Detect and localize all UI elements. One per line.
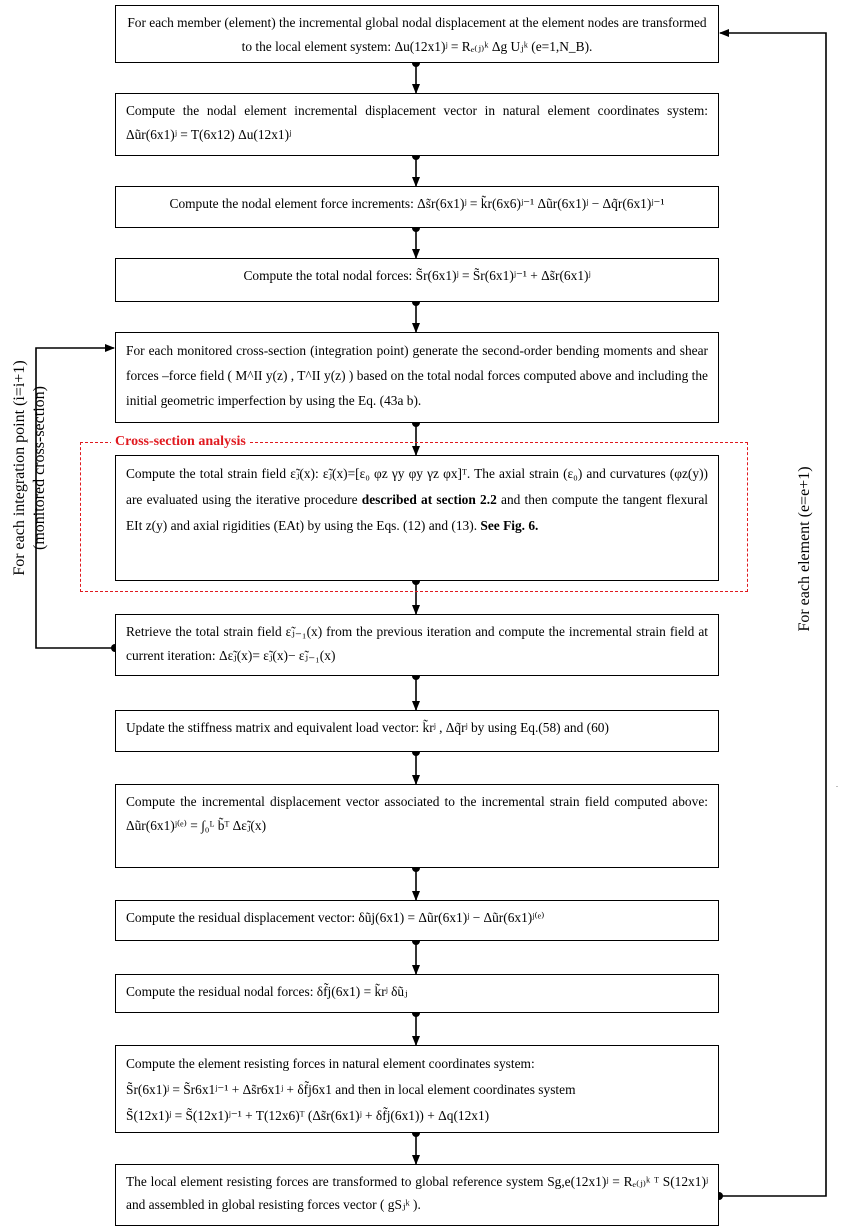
step-description: The local element resisting forces are transformed to global reference system — [126, 1174, 548, 1189]
step-formula-local: S̃(12x1)ʲ = S̃(12x1)ʲ⁻¹ + T(12x6)ᵀ (Δs̃r(6x1)ʲ + δf̃j(6x1)) + Δq(12x1) — [126, 1108, 490, 1123]
step-description: Compute the total nodal forces: — [243, 268, 416, 283]
step-text — [126, 1170, 708, 1216]
step-monitored-cross-section — [115, 332, 719, 423]
step-formula: S̃r(6x1)ʲ = S̃r(6x1)ʲ⁻¹ + Δs̃r(6x1)ʲ — [415, 268, 591, 283]
step-formula: Δs̃r(6x1)ʲ = k̃r(6x6)ʲ⁻¹ Δũr(6x1)ʲ − Δq̃r(6x1)ʲ⁻¹ — [417, 196, 665, 211]
step-description: Compute the residual displacement vector: — [126, 910, 359, 925]
step-description: Compute the nodal element incremental displacement vector in natural element coordinates system: — [126, 103, 708, 118]
step-residual-nodal-forces — [115, 974, 719, 1013]
step-description-continued: and then compute the tangent flexural EIt z(y) and axial rigidities (EAt) by using the Eqs. (12) and (13). — [126, 492, 709, 533]
step-force-increments — [115, 186, 719, 228]
step-description: Compute the element resisting forces in natural element coordinates system: — [126, 1056, 535, 1071]
step-formula: Sg,e(12x1)ʲ = Rₑ₍ⱼ₎ᵏ ᵀ S(12x1)ʲ — [547, 1174, 708, 1189]
step-formula: δũj(6x1) = Δũr(6x1)ʲ − Δũr(6x1)ʲ⁽ᵉ⁾ — [358, 910, 545, 925]
step-update-stiffness — [115, 710, 719, 752]
step-total-strain-field — [115, 455, 719, 581]
step-description-continued: by using Eq.(58) and (60) — [467, 720, 609, 735]
step-description: Update the stiffness matrix and equivalent load vector: — [126, 720, 423, 735]
step-formula: Δu(12x1)ʲ = Rₑ₍ⱼ₎ᵏ Δg Uⱼᵏ (e=1,N_B). — [394, 39, 593, 54]
step-text — [126, 980, 708, 1003]
loop-label-line-1: For each integration point (i=i+1) — [11, 360, 28, 576]
step-formula: k̃rʲ , Δq̃rʲ — [422, 720, 468, 735]
step-formula: S̃r(6x1)ʲ = S̃r6x1ʲ⁻¹ + Δs̃r6x1ʲ + δf̃j6x1 — [126, 1082, 332, 1097]
step-text — [126, 620, 708, 668]
step-description: Retrieve the total strain field ε̃ⱼ₋₁(x) from the previous iteration and compute the incremental strain field at current iteration: — [126, 624, 708, 663]
step-text — [126, 11, 708, 59]
step-formula: Δε̃ⱼ(x)= ε̃ⱼ(x)− ε̃ⱼ₋₁(x) — [218, 648, 336, 663]
step-description: Compute the incremental displacement vector associated to the incremental strain field computed above: — [126, 794, 708, 809]
figure-reference: See Fig. 6. — [480, 518, 539, 533]
step-total-nodal-forces — [115, 258, 719, 302]
integration-point-loop-label — [10, 318, 54, 618]
step-element-resisting-forces — [115, 1045, 719, 1133]
step-description: For each monitored cross-section (integration point) generate the second-order bending moments and shear forces –force field ( M^II y(z) , T^II y(z) ) based on the total nodal forces computed above and including the initial geometric imperfection by using the Eq. (43a b). — [126, 343, 708, 408]
step-formula: Δũr(6x1)ʲ⁽ᵉ⁾ = ∫₀ᴸ b̃ᵀ Δε̃ⱼ(x) — [126, 818, 267, 833]
step-text — [126, 192, 708, 216]
step-global-to-local-displacement — [115, 5, 719, 63]
element-loop-label: For each element (e=e+1) — [796, 466, 813, 632]
stray-mark: . — [836, 780, 838, 789]
step-residual-displacement — [115, 900, 719, 941]
step-description-continued: and then in local element coordinates system — [331, 1082, 576, 1097]
section-reference: described at section 2.2 — [361, 492, 497, 507]
step-description: Compute the total strain field ε̃ⱼ(x): ε̃ⱼ(x)=[ε₀ φz γy φy γz φx]ᵀ. The axial strain (ε₀) and curvatures (φz(y)) are evaluated using the iterative procedure — [126, 466, 708, 507]
step-global-assembly — [115, 1164, 719, 1226]
step-text — [126, 790, 708, 838]
step-text — [126, 264, 708, 288]
step-incremental-displacement — [115, 784, 719, 868]
step-incremental-strain-field — [115, 614, 719, 676]
step-text — [126, 99, 708, 147]
step-line-2 — [126, 1077, 708, 1103]
step-formula: δf̃j(6x1) = k̃rʲ δũⱼ — [316, 984, 408, 999]
step-text — [126, 906, 708, 930]
step-description: For each member (element) the incremental global nodal displacement at the element nodes are transformed to the local element system: — [127, 15, 707, 54]
step-description: Compute the residual nodal forces: — [126, 984, 317, 999]
step-natural-displacement — [115, 93, 719, 156]
step-description: Compute the nodal element force increments: — [169, 196, 418, 211]
step-text — [126, 716, 708, 740]
step-formula: Δũr(6x1)ʲ = T(6x12) Δu(12x1)ʲ — [126, 127, 292, 142]
cross-section-analysis-label: Cross-section analysis — [111, 433, 250, 451]
loop-label-line-2: (monitored cross-section) — [31, 386, 48, 550]
step-description-continued: and assembled in global resisting forces vector ( gSⱼᵏ ). — [126, 1197, 421, 1212]
step-text — [126, 461, 708, 539]
